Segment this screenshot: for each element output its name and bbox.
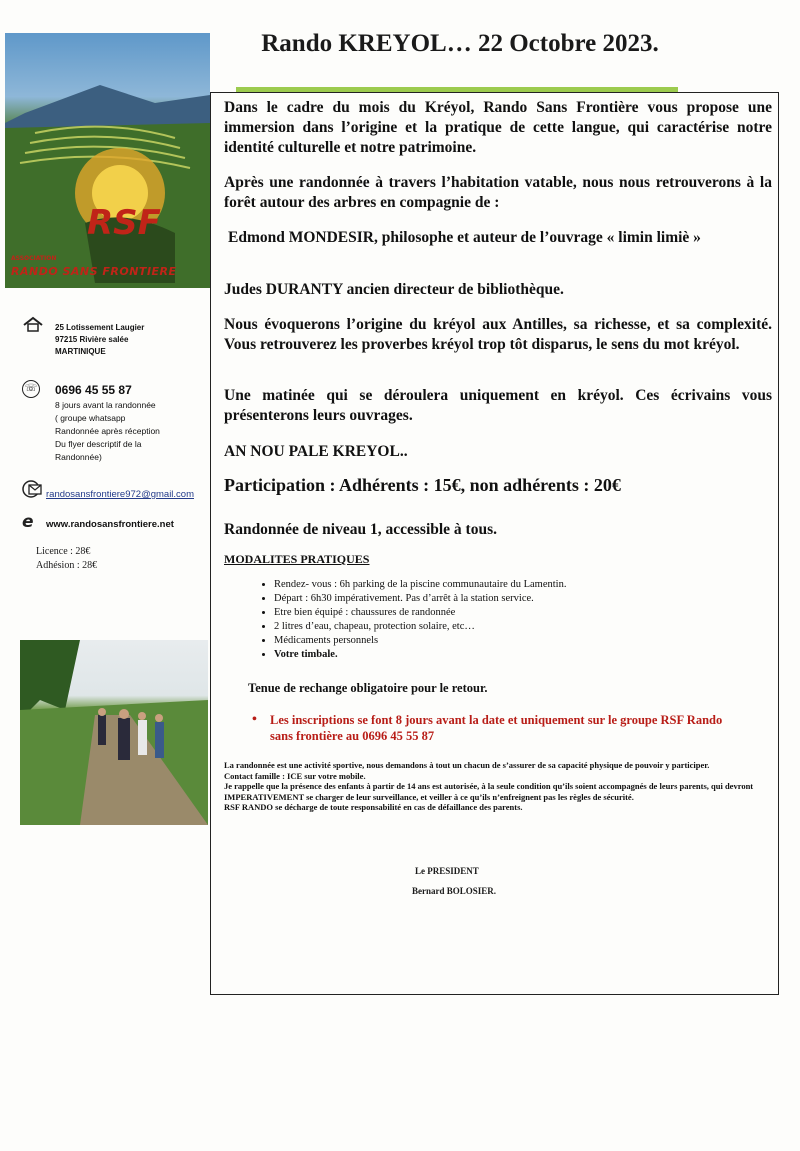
guest-mondesir: Edmond MONDESIR, philosophe et auteur de l’ouvrage « limin limiè »	[228, 229, 701, 246]
fine-print-line: Contact famille : ICE sur votre mobile.	[224, 770, 366, 781]
matinee-paragraph: Une matinée qui se déroulera uniquement en kréyol. Ces écrivains vous présenterons leurs ouvrages.	[224, 387, 772, 424]
modalites-heading: MODALITES PRATIQUES	[224, 552, 370, 566]
fine-print-line: La randonnée est une activité sportive, nous demandons à tout un chacun de s’assurer de sa capacité physique de pouvoir y participer.	[224, 760, 710, 770]
trail-illustration	[20, 640, 208, 825]
intro-paragraph: Dans le cadre du mois du Kréyol, Rando Sans Frontière vous propose une immersion dans l’origine et la pratique de cette langue, qui caractérise notre identité culturelle et notre patrimoine.	[224, 99, 772, 156]
list-item: • Médicaments personnels	[274, 634, 784, 648]
guest-duranty: Judes DURANTY ancien directeur de bibliothèque.	[224, 281, 564, 298]
website-link[interactable]: www.randosansfrontiere.net	[46, 519, 174, 530]
fees	[36, 545, 97, 573]
phone-number[interactable]: 0696 45 55 87	[55, 383, 132, 397]
adhesion-fee: Adhésion : 28€	[36, 560, 98, 571]
email-link[interactable]: randosansfrontiere972@gmail.com	[46, 489, 194, 500]
list-item: • Rendez- vous : 6h parking de la piscine communautaire du Lamentin.	[274, 578, 784, 592]
logo-association: ASSOCIATION	[11, 255, 57, 262]
address-line: 97215 Rivière salée	[55, 335, 129, 344]
fine-print	[224, 760, 769, 813]
landscape-illustration	[5, 33, 210, 288]
rsf-logo: RSF	[87, 203, 161, 243]
list-item: • 2 litres d’eau, chapeau, protection solaire, etc…	[274, 620, 784, 634]
program-paragraph: Après une randonnée à travers l’habitation vatable, nous nous retrouverons à la forêt autour des arbres en compagnie de :	[224, 174, 772, 211]
inscriptions-notice	[252, 712, 732, 744]
hikers-trail-photo	[20, 640, 208, 825]
web-icon: e	[22, 512, 34, 532]
address	[55, 322, 144, 358]
slogan: AN NOU PALE KREYOL..	[224, 443, 408, 460]
level-info: Randonnée de niveau 1, accessible à tous.	[224, 521, 497, 538]
address-line: 25 Lotissement Laugier	[55, 323, 145, 332]
list-item: • Départ : 6h30 impérativement. Pas d’arrêt à la station service.	[274, 592, 784, 606]
phone-block	[55, 383, 160, 464]
phone-note: Randonnée après réception	[55, 426, 160, 436]
modalites-list	[250, 578, 784, 662]
inscriptions-text: Les inscriptions se font 8 jours avant la date et uniquement sur le groupe RSF Rando sans frontière au 0696 45 55 87	[270, 713, 723, 743]
phone-note: Randonnée)	[55, 452, 102, 462]
home-icon	[22, 316, 44, 336]
list-item: • Etre bien équipé : chaussures de randonnée	[274, 606, 784, 620]
fine-print-line: RSF RANDO se décharge de toute responsabilité en cas de défaillance des parents.	[224, 802, 523, 812]
list-item: • Votre timbale.	[274, 648, 784, 662]
phone-note: 8 jours avant la randonnée	[55, 400, 156, 410]
fine-print-line: Je rappelle que la présence des enfants à partir de 14 ans est autorisée, à la seule condition qu’ils soient accompagnés de leurs parents, qui devront IMPERATIVEMENT se charger de leur surveillance, et veiller à ce qu’ils n’enfreignent pas les règles de sécurité.	[224, 781, 754, 802]
logo-name: RANDO SANS FRONTIERE	[11, 265, 177, 278]
email-icon	[22, 480, 44, 502]
address-line: MARTINIQUE	[55, 347, 106, 356]
page-title: Rando KREYOL… 22 Octobre 2023.	[261, 30, 659, 57]
signature-name: Bernard BOLOSIER.	[412, 886, 497, 896]
topics-paragraph: Nous évoquerons l’origine du kréyol aux Antilles, sa richesse, et sa complexité. Vous retrouverez les proverbes kréyol trop tôt disparus, le sens du mot kréyol.	[224, 316, 772, 353]
phone-note: ( groupe whatsapp	[55, 413, 126, 423]
participation-fees: Participation : Adhérents : 15€, non adhérents : 20€	[224, 475, 621, 495]
tenue-notice: Tenue de rechange obligatoire pour le retour.	[248, 681, 488, 695]
phone-note: Du flyer descriptif de la	[55, 439, 142, 449]
licence-fee: Licence : 28€	[36, 546, 91, 557]
hero-landscape-image	[5, 33, 210, 288]
bullet-icon: •	[252, 712, 257, 727]
whatsapp-icon: ☏	[22, 376, 40, 398]
signature-role: Le PRESIDENT	[415, 866, 479, 876]
